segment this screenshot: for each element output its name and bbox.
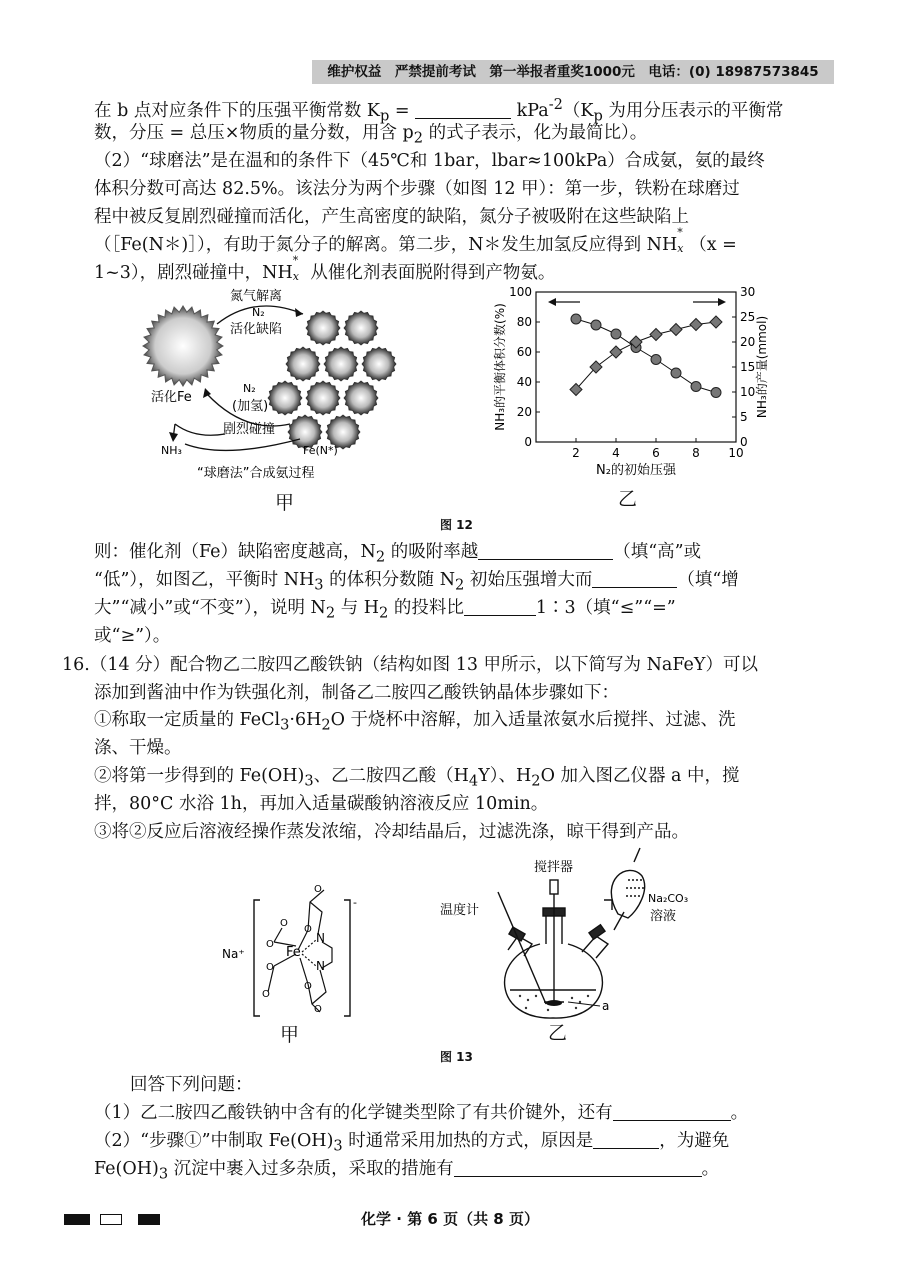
x-tick-label: 2 <box>572 446 580 460</box>
x-tick-label: 4 <box>612 446 620 460</box>
text-line: 数，分压 = 总压×物质的量分数，用含 $p_2$ 的式子表示，化为最简比）。 <box>94 123 648 147</box>
left-arrow-head <box>548 298 556 306</box>
label-thermometer: 温度计 <box>440 903 480 918</box>
answer-blank[interactable] <box>478 541 613 560</box>
fe-n-particle <box>306 381 340 415</box>
label-activate: 活化缺陷 <box>230 322 283 337</box>
step-2: ②将第一步得到的 $Fe(OH)_3$、乙二胺四乙酸$(H_4Y)$、$H_2O$ 加入图乙仪器 a 中，搅 <box>94 766 740 790</box>
svg-text:O: O <box>314 1004 322 1015</box>
answer-blank[interactable] <box>464 597 536 616</box>
text-line: 涤、干燥。 <box>94 738 182 758</box>
answer-blank[interactable] <box>592 569 677 588</box>
text-line: 1~3），剧烈碰撞中，NH * x 从催化剂表面脱附得到产物氨。 <box>94 254 556 283</box>
answer-blank[interactable] <box>613 1102 731 1121</box>
label-n2-b: N₂ <box>243 382 256 395</box>
fe-n-particle <box>362 347 396 381</box>
label-fen: Fe(N*) <box>303 444 338 457</box>
y-left-tick-label: 100 <box>509 285 532 299</box>
answer-blank[interactable] <box>454 1158 702 1177</box>
text-line: “低”），如图乙，平衡时 $NH_3$ 的体积分数随 $N_2$ 初始压强增大而 （填“增 <box>94 570 739 594</box>
header-banner: 维护权益 严禁提前考试 第一举报者重奖1000元 电话：(0) 18987573845 <box>312 60 834 84</box>
y-right-axis-label: NH₃的产量(mmol) <box>755 315 769 419</box>
data-point-diamond <box>650 329 662 341</box>
answer-blank[interactable] <box>593 1130 659 1149</box>
label-fe-active: 活化Fe <box>151 390 192 405</box>
svg-text:O: O <box>262 989 270 1000</box>
fe-n-particle <box>268 381 302 415</box>
figure-13-yi <box>428 840 708 1030</box>
svg-text:N: N <box>316 959 325 973</box>
page-footer: 化学 · 第 6 页（共 8 页） <box>361 1210 539 1228</box>
y-right-tick-label: 15 <box>740 360 756 374</box>
fig12-yi-label: 乙 <box>618 488 638 510</box>
fe-n-particle <box>286 347 320 381</box>
series-line <box>576 322 716 390</box>
svg-text:O: O <box>304 924 312 935</box>
svg-text:O: O <box>280 918 288 929</box>
y-left-tick-label: 80 <box>516 315 532 329</box>
y-left-tick-label: 60 <box>516 345 532 359</box>
data-point-diamond <box>710 316 722 328</box>
text-line: 体积分数可高达 82.5%。该法分为两个步骤（如图 12 甲）：第一步，铁粉在球磨过 <box>94 179 740 199</box>
svg-text:-: - <box>353 896 357 909</box>
data-point-circle <box>591 320 601 330</box>
y-left-tick-label: 20 <box>516 405 532 419</box>
label-n2-dissoc: 氮气解离 <box>230 289 283 304</box>
label-nh3: NH₃ <box>161 444 182 457</box>
text-line: 则：催化剂（Fe）缺陷密度越高，$N_2$ 的吸附率越 （填“高”或 <box>94 542 702 566</box>
svg-text:Fe: Fe <box>286 945 301 960</box>
label-na2co3: Na₂CO₃ <box>648 892 689 905</box>
activated-fe-particle <box>143 306 223 386</box>
step-3: ③将②反应后溶液经操作蒸发浓缩，冷却结晶后，过滤洗涤，晾干得到产品。 <box>94 822 689 842</box>
y-left-tick-label: 40 <box>516 375 532 389</box>
svg-text:O: O <box>314 884 322 895</box>
right-arrow-head <box>718 298 726 306</box>
figure-13-jia <box>220 872 360 1022</box>
fig12-caption: 图 12 <box>440 518 473 532</box>
y-right-tick-label: 5 <box>740 410 748 424</box>
y-left-tick-label: 0 <box>524 435 532 449</box>
text-line: （［Fe(N＊)］），有助于氮分子的解离。第二步，N＊发生加氢反应得到 NH * x （x = <box>94 226 737 255</box>
fe-n-particle <box>344 381 378 415</box>
x-axis-label: N₂的初始压强 <box>596 463 676 478</box>
data-point-diamond <box>610 346 622 358</box>
text-line: 拌，80°C 水浴 1h，再加入适量碳酸钠溶液反应 10min。 <box>94 794 549 814</box>
na-ion: Na⁺ <box>222 947 245 961</box>
fig12-jia-label: 甲 <box>275 492 295 514</box>
y-left-axis-label: NH₃的平衡体积分数(%) <box>493 303 507 431</box>
fe-n-particle <box>324 347 358 381</box>
data-point-diamond <box>670 324 682 336</box>
label-n2: N₂ <box>252 306 265 319</box>
label-a: a <box>602 999 610 1013</box>
data-point-circle <box>651 355 661 365</box>
text-line: $Fe(OH)_3$ 沉淀中裹入过多杂质，采取的措施有 。 <box>94 1159 720 1183</box>
svg-text:O: O <box>266 962 274 973</box>
text-line: 大”“减小”或“不变”），说明 $N_2$ 与 $H_2$ 的投料比 1∶3（填“≤”“=” <box>94 598 676 622</box>
x-tick-label: 6 <box>652 446 660 460</box>
text-line: 或“≥”）。 <box>94 626 171 646</box>
label-hydro: (加氢) <box>232 399 269 414</box>
data-point-circle <box>691 382 701 392</box>
text-line: 回答下列问题： <box>130 1075 253 1095</box>
label-solution: 溶液 <box>650 909 677 924</box>
fe-n-particle <box>344 311 378 345</box>
y-right-tick-label: 0 <box>740 435 748 449</box>
figure-12-yi-chart <box>488 284 773 484</box>
plot-frame <box>536 292 736 442</box>
x-tick-label: 8 <box>692 446 700 460</box>
text-line: 在 b 点对应条件下的压强平衡常数 $K_p = kPa^{-2}(K_p$ 为用分压表示的平衡常 <box>94 96 784 125</box>
data-point-circle <box>571 314 581 324</box>
y-right-tick-label: 25 <box>740 310 756 324</box>
answer-blank[interactable] <box>415 100 511 119</box>
data-point-circle <box>711 388 721 398</box>
figure-title: “球磨法”合成氨过程 <box>197 466 315 481</box>
label-collide: 剧烈碰撞 <box>223 422 276 437</box>
fig13-jia-label: 甲 <box>280 1024 300 1046</box>
fe-n-particle <box>306 311 340 345</box>
fig13-caption: 图 13 <box>440 1050 473 1064</box>
x-tick-label: 10 <box>728 446 744 460</box>
question-1: （1）乙二胺四乙酸铁钠中含有的化学键类型除了有共价键外，还有 。 <box>94 1103 749 1123</box>
data-point-circle <box>671 368 681 378</box>
step-1: ①称取一定质量的 $FeCl_3\cdot 6H_2O$ 于烧杯中溶解，加入适量浓氨水后搅拌、过滤、洗 <box>94 710 736 734</box>
question-16: 16.（14 分）配合物乙二胺四乙酸铁钠（结构如图 13 甲所示，以下简写为 NaFeY）可以 <box>62 655 758 675</box>
svg-text:O: O <box>304 981 312 992</box>
figure-12-jia <box>125 284 435 504</box>
text-line: 添加到酱油中作为铁强化剂，制备乙二胺四乙酸铁钠晶体步骤如下： <box>94 683 619 703</box>
label-stirrer: 搅拌器 <box>534 860 574 875</box>
text-line: （2）“球磨法”是在温和的条件下（45℃和 1bar，lbar≈100kPa）合成氨，氨的最终 <box>94 151 765 171</box>
svg-text:O: O <box>266 939 274 950</box>
svg-text:N: N <box>316 931 325 945</box>
data-point-diamond <box>690 319 702 331</box>
fig13-yi-label: 乙 <box>548 1022 568 1044</box>
question-2: （2）“步骤①”中制取 $Fe(OH)_3$ 时通常采用加热的方式，原因是 ，为避免 <box>94 1131 730 1155</box>
y-right-tick-label: 20 <box>740 335 756 349</box>
text-line: 程中被反复剧烈碰撞而活化，产生高密度的缺陷，氮分子被吸附在这些缺陷上 <box>94 207 689 227</box>
y-right-tick-label: 30 <box>740 285 756 299</box>
y-right-tick-label: 10 <box>740 385 756 399</box>
data-point-circle <box>611 329 621 339</box>
